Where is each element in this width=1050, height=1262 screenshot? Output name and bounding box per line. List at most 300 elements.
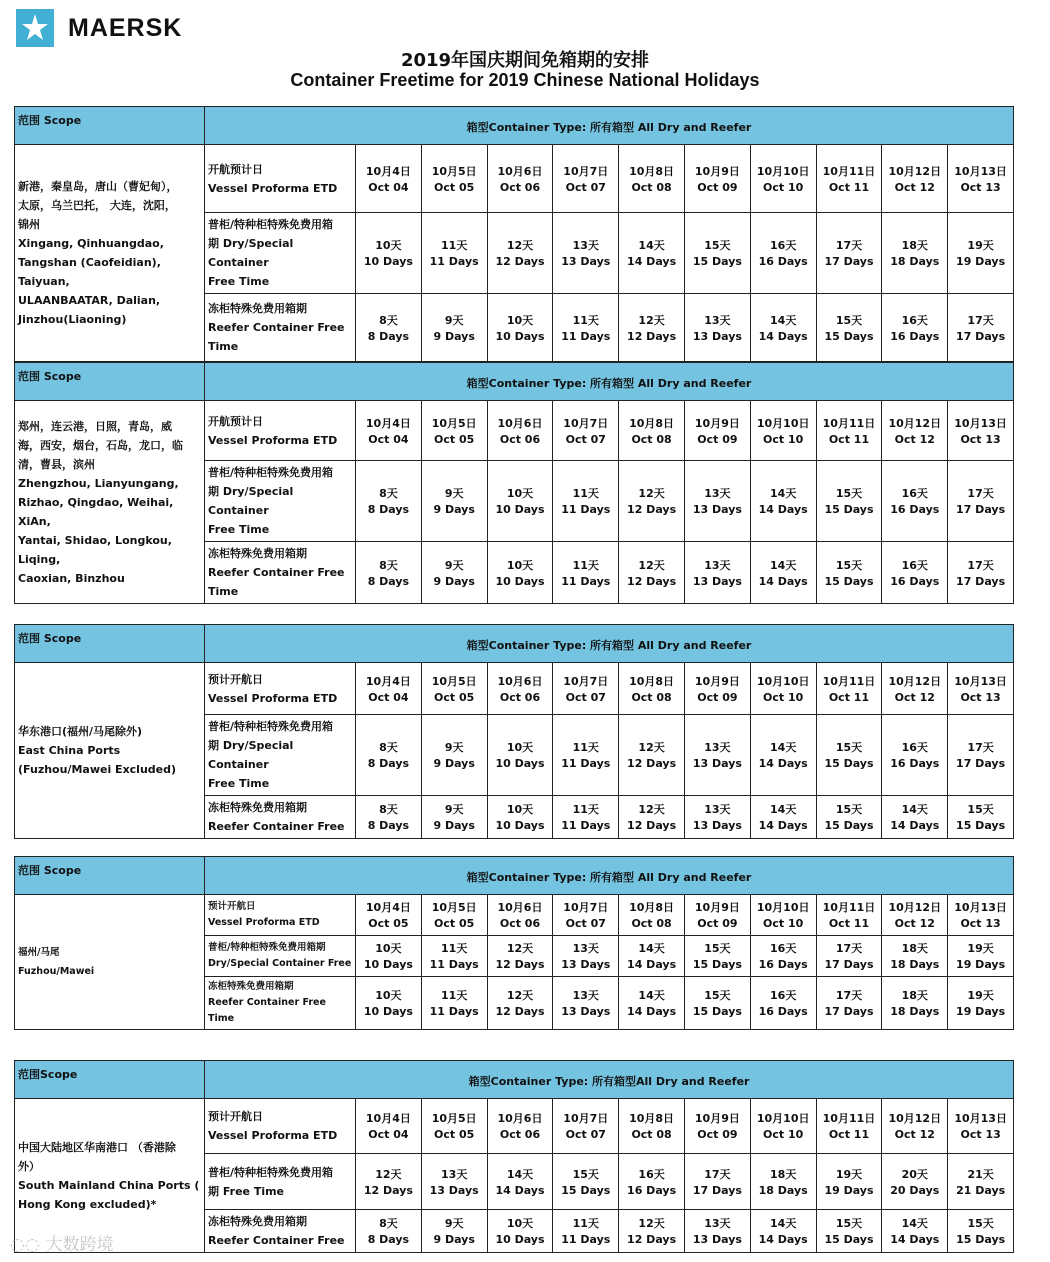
value-cell xyxy=(750,542,816,604)
value-en: 17 Days xyxy=(956,574,1006,588)
value-cell xyxy=(684,213,750,294)
value-en: 13 Days xyxy=(561,255,611,268)
value-cell xyxy=(948,401,1014,461)
value-zh: 16天 xyxy=(770,942,797,955)
value-zh: 10月11日 xyxy=(822,164,876,178)
value-zh: 10月7日 xyxy=(563,1112,609,1125)
value-cell xyxy=(421,542,487,604)
value-en: 21 Days xyxy=(956,1183,1006,1197)
value-zh: 10月13日 xyxy=(954,674,1007,688)
value-cell xyxy=(356,715,422,796)
value-en: 14 Days xyxy=(758,329,808,343)
value-en: 16 Days xyxy=(627,1183,677,1197)
row-label-line: Reefer Container Free xyxy=(208,566,345,579)
value-en: 11 Days xyxy=(561,1233,611,1246)
value-zh: 10月9日 xyxy=(694,164,740,178)
value-cell xyxy=(750,895,816,936)
value-en: 17 Days xyxy=(824,1005,874,1018)
value-zh: 15天 xyxy=(835,803,863,816)
value-cell xyxy=(356,796,422,839)
value-en: 15 Days xyxy=(824,757,874,770)
value-zh: 10天 xyxy=(375,989,402,1002)
value-zh: 12天 xyxy=(638,803,665,816)
row-label-line: 预计开航日 xyxy=(208,672,263,686)
value-en: 19 Days xyxy=(824,1183,874,1197)
value-zh: 17天 xyxy=(704,1167,731,1181)
value-en: Oct 10 xyxy=(763,180,804,194)
row-label xyxy=(205,145,356,213)
row-label-line: Dry/Special Container Free xyxy=(208,958,352,969)
value-en: 13 Days xyxy=(692,574,742,588)
value-zh: 16天 xyxy=(901,313,928,327)
value-cell xyxy=(421,1154,487,1210)
value-zh: 10月10日 xyxy=(756,901,810,914)
scope-ports xyxy=(15,663,205,839)
value-en: 14 Days xyxy=(890,819,940,832)
value-en: Oct 04 xyxy=(368,1128,409,1141)
value-cell xyxy=(882,936,948,977)
container-type-header: 箱型Container Type: 所有箱型 All Dry and Reefer xyxy=(205,107,1014,145)
value-cell xyxy=(750,145,816,213)
value-zh: 10天 xyxy=(506,803,534,816)
row-label xyxy=(205,977,356,1030)
value-en: Oct 12 xyxy=(894,690,935,704)
value-zh: 10月6日 xyxy=(497,674,543,688)
value-cell xyxy=(553,461,619,542)
scope-line: 华东港口(福州/马尾除外) xyxy=(18,725,143,738)
value-en: Oct 11 xyxy=(828,180,870,194)
value-zh: 10月7日 xyxy=(563,674,609,688)
scope-line: 锦州 xyxy=(18,218,40,231)
value-zh: 10月6日 xyxy=(497,1112,543,1125)
value-zh: 19天 xyxy=(967,989,994,1002)
value-en: 18 Days xyxy=(890,255,940,268)
value-en: Oct 09 xyxy=(697,917,738,930)
value-en: Oct 12 xyxy=(894,1128,935,1141)
value-zh: 15天 xyxy=(835,313,863,327)
value-zh: 13天 xyxy=(704,1217,731,1230)
row-label-line: 冻柜特殊免费用箱期 xyxy=(208,547,307,560)
table-row xyxy=(15,401,1014,461)
value-cell xyxy=(356,1154,422,1210)
value-en: 16 Days xyxy=(890,574,940,588)
value-zh: 10月5日 xyxy=(431,416,477,430)
freetime-table xyxy=(14,856,1014,1030)
value-zh: 12天 xyxy=(638,558,665,572)
value-en: 10 Days xyxy=(363,255,413,268)
value-cell xyxy=(619,715,685,796)
row-label-line: 期 Dry/Special Container xyxy=(208,237,294,269)
value-zh: 14天 xyxy=(770,558,797,572)
value-zh: 11天 xyxy=(572,313,599,327)
value-en: Oct 08 xyxy=(631,690,672,704)
value-zh: 10月13日 xyxy=(954,164,1007,178)
value-en: 12 Days xyxy=(627,503,677,516)
value-en: Oct 06 xyxy=(499,1128,541,1141)
value-zh: 11天 xyxy=(441,942,468,955)
value-en: 8 Days xyxy=(367,757,410,770)
value-zh: 10天 xyxy=(506,1217,534,1230)
value-zh: 15天 xyxy=(835,1217,863,1230)
value-en: 12 Days xyxy=(495,958,545,971)
value-cell xyxy=(553,294,619,362)
value-cell xyxy=(487,1210,553,1253)
value-zh: 14天 xyxy=(770,803,797,816)
value-cell xyxy=(421,936,487,977)
value-en: 10 Days xyxy=(495,503,545,516)
scope-line: East China Ports xyxy=(18,744,121,757)
value-cell xyxy=(553,1210,619,1253)
value-zh: 10月13日 xyxy=(954,416,1007,430)
value-zh: 10天 xyxy=(375,239,402,252)
value-zh: 13天 xyxy=(704,741,731,754)
value-en: Oct 10 xyxy=(763,917,804,930)
value-cell xyxy=(948,294,1014,362)
value-zh: 18天 xyxy=(901,239,928,252)
value-cell xyxy=(816,294,882,362)
value-cell xyxy=(487,796,553,839)
value-zh: 14天 xyxy=(638,239,665,252)
value-en: 8 Days xyxy=(367,329,410,343)
value-zh: 10月7日 xyxy=(563,164,609,178)
row-label xyxy=(205,936,356,977)
row-label xyxy=(205,461,356,542)
value-cell xyxy=(816,936,882,977)
value-zh: 12天 xyxy=(638,313,665,327)
row-label-line: Vessel Proforma ETD xyxy=(208,917,320,928)
freetime-table xyxy=(14,624,1014,839)
value-cell xyxy=(619,401,685,461)
value-en: 15 Days xyxy=(956,819,1006,832)
value-cell xyxy=(553,145,619,213)
value-en: Oct 04 xyxy=(368,690,409,704)
value-zh: 12天 xyxy=(506,942,534,955)
freetime-table xyxy=(14,1060,1014,1253)
value-zh: 11天 xyxy=(572,741,599,754)
value-zh: 10月6日 xyxy=(497,416,543,430)
row-label-line: 普柜/特种柜特殊免费用箱 xyxy=(208,720,334,733)
scope-line: 海，西安，烟台，石岛，龙口，临 xyxy=(18,438,183,452)
value-zh: 16天 xyxy=(901,741,928,754)
value-cell xyxy=(750,796,816,839)
value-zh: 15天 xyxy=(704,942,731,955)
value-en: 17 Days xyxy=(956,757,1006,770)
value-zh: 17天 xyxy=(967,741,994,754)
container-type-header: 箱型Container Type: 所有箱型 All Dry and Reefer xyxy=(205,363,1014,401)
maersk-star-logo-icon xyxy=(16,9,54,47)
row-label-line: Reefer Container Free xyxy=(208,1234,345,1247)
value-zh: 10月4日 xyxy=(365,416,411,430)
value-zh: 10月12日 xyxy=(888,901,942,914)
value-en: 16 Days xyxy=(890,329,940,343)
row-label-line: Vessel Proforma ETD xyxy=(208,691,338,705)
value-zh: 10月9日 xyxy=(694,416,740,430)
value-zh: 12天 xyxy=(638,487,665,500)
row-label-line: 冻柜特殊免费用箱期 xyxy=(208,302,307,315)
row-label xyxy=(205,663,356,715)
value-en: Oct 07 xyxy=(565,690,606,704)
value-en: 10 Days xyxy=(363,1005,413,1018)
value-zh: 13天 xyxy=(441,1167,468,1181)
value-zh: 11天 xyxy=(441,989,468,1002)
value-cell xyxy=(684,895,750,936)
value-cell xyxy=(553,936,619,977)
value-cell xyxy=(882,1210,948,1253)
value-en: 18 Days xyxy=(890,958,940,971)
value-cell xyxy=(553,1099,619,1154)
value-en: Oct 07 xyxy=(565,1128,606,1141)
value-cell xyxy=(882,145,948,213)
value-en: 15 Days xyxy=(824,329,874,343)
value-cell xyxy=(487,294,553,362)
value-en: Oct 12 xyxy=(894,180,935,194)
value-zh: 10月8日 xyxy=(629,416,675,430)
value-cell xyxy=(750,1099,816,1154)
row-label-line: 期 Dry/Special Container xyxy=(208,485,294,517)
value-en: 9 Days xyxy=(433,574,475,588)
value-en: Oct 07 xyxy=(565,180,606,194)
value-zh: 13天 xyxy=(704,558,731,572)
value-cell xyxy=(882,715,948,796)
value-cell xyxy=(816,461,882,542)
row-label-line: 预计开航日 xyxy=(208,901,256,912)
value-cell xyxy=(553,796,619,839)
value-zh: 15天 xyxy=(704,239,731,252)
value-en: 18 Days xyxy=(758,1183,808,1197)
value-cell xyxy=(816,401,882,461)
brand-header xyxy=(16,8,182,48)
value-cell xyxy=(816,145,882,213)
value-cell xyxy=(684,796,750,839)
value-zh: 13天 xyxy=(572,989,599,1002)
value-cell xyxy=(882,213,948,294)
value-en: 9 Days xyxy=(433,757,475,770)
value-cell xyxy=(553,213,619,294)
value-cell xyxy=(487,461,553,542)
value-en: 19 Days xyxy=(956,255,1006,268)
value-en: 16 Days xyxy=(758,1005,808,1018)
value-cell xyxy=(553,542,619,604)
value-en: 9 Days xyxy=(433,503,475,516)
value-en: 19 Days xyxy=(956,958,1006,971)
value-en: 10 Days xyxy=(495,329,545,343)
value-zh: 10月4日 xyxy=(365,1112,411,1125)
value-cell xyxy=(421,213,487,294)
value-en: 10 Days xyxy=(363,958,413,971)
value-en: 16 Days xyxy=(890,503,940,516)
value-en: 16 Days xyxy=(890,757,940,770)
row-label xyxy=(205,542,356,604)
value-zh: 12天 xyxy=(506,239,534,252)
value-zh: 10月13日 xyxy=(954,1112,1007,1125)
row-label-line: Free Time xyxy=(208,523,270,536)
value-en: Oct 08 xyxy=(631,917,672,930)
value-en: 9 Days xyxy=(433,1233,475,1246)
value-zh: 10月4日 xyxy=(365,901,411,914)
value-zh: 17天 xyxy=(967,487,994,500)
value-zh: 10月9日 xyxy=(694,901,740,914)
scope-line: South Mainland China Ports ( xyxy=(18,1178,200,1192)
value-zh: 10天 xyxy=(506,558,534,572)
value-zh: 14天 xyxy=(901,803,928,816)
value-cell xyxy=(356,461,422,542)
value-cell xyxy=(421,715,487,796)
value-cell xyxy=(948,145,1014,213)
value-cell xyxy=(619,977,685,1030)
brand-name: MAERSK xyxy=(68,13,183,42)
value-zh: 9天 xyxy=(444,803,464,816)
row-label-line: Vessel Proforma ETD xyxy=(208,181,338,195)
value-zh: 10天 xyxy=(375,942,402,955)
value-en: 14 Days xyxy=(758,1233,808,1246)
value-en: 17 Days xyxy=(824,958,874,971)
value-zh: 10天 xyxy=(506,741,534,754)
value-en: 8 Days xyxy=(367,819,410,832)
scope-line: 太原，乌兰巴托， 大连，沈阳， xyxy=(18,199,176,212)
value-zh: 10月10日 xyxy=(756,674,810,688)
value-cell xyxy=(750,663,816,715)
value-cell xyxy=(948,715,1014,796)
value-en: Oct 11 xyxy=(828,432,870,446)
scope-ports xyxy=(15,895,205,1030)
value-en: 12 Days xyxy=(627,574,677,588)
value-zh: 14天 xyxy=(770,313,797,327)
scope-ports xyxy=(15,401,205,604)
value-en: Oct 13 xyxy=(960,432,1001,446)
value-cell xyxy=(487,977,553,1030)
value-cell xyxy=(948,936,1014,977)
value-zh: 11天 xyxy=(572,1217,599,1230)
container-type-header: 箱型Container Type: 所有箱型 All Dry and Reefer xyxy=(205,857,1014,895)
value-cell xyxy=(750,401,816,461)
value-cell xyxy=(882,895,948,936)
value-en: 13 Days xyxy=(692,329,742,343)
value-en: 8 Days xyxy=(367,574,410,588)
value-zh: 13天 xyxy=(704,313,731,327)
value-zh: 17天 xyxy=(835,989,863,1002)
value-cell xyxy=(421,895,487,936)
value-cell xyxy=(487,1099,553,1154)
value-cell xyxy=(356,663,422,715)
value-cell xyxy=(684,936,750,977)
value-en: 13 Days xyxy=(692,757,742,770)
value-en: 15 Days xyxy=(692,1005,742,1018)
value-en: Oct 08 xyxy=(631,432,672,446)
value-en: 15 Days xyxy=(956,1233,1006,1246)
value-zh: 15天 xyxy=(835,558,863,572)
value-en: 12 Days xyxy=(495,1005,545,1018)
value-cell xyxy=(356,895,422,936)
value-en: 14 Days xyxy=(758,574,808,588)
row-label-line: 预计开航日 xyxy=(208,1110,263,1123)
scope-line: Fuzhou/Mawei xyxy=(18,966,95,977)
value-zh: 12天 xyxy=(506,989,534,1002)
value-cell xyxy=(619,663,685,715)
value-zh: 12天 xyxy=(638,1217,665,1230)
value-zh: 14天 xyxy=(506,1167,534,1181)
value-en: 16 Days xyxy=(758,958,808,971)
value-zh: 10月12日 xyxy=(888,164,942,178)
value-en: Oct 05 xyxy=(434,917,475,930)
value-zh: 10天 xyxy=(506,487,534,500)
value-en: Oct 12 xyxy=(894,432,935,446)
value-cell xyxy=(487,542,553,604)
value-en: 10 Days xyxy=(495,819,545,832)
value-cell xyxy=(619,895,685,936)
value-zh: 14天 xyxy=(638,989,665,1002)
table-row xyxy=(15,1099,1014,1154)
value-cell xyxy=(684,1099,750,1154)
value-cell xyxy=(553,663,619,715)
value-en: 10 Days xyxy=(495,757,545,770)
value-cell xyxy=(421,294,487,362)
value-cell xyxy=(421,461,487,542)
value-en: 11 Days xyxy=(561,574,611,588)
scope-line: Caoxian, Binzhou xyxy=(18,571,125,585)
value-cell xyxy=(487,663,553,715)
value-zh: 10月11日 xyxy=(822,901,876,914)
value-en: 13 Days xyxy=(561,1005,611,1018)
value-zh: 20天 xyxy=(901,1167,928,1181)
table-row xyxy=(15,663,1014,715)
value-zh: 8天 xyxy=(379,1217,398,1230)
value-en: 11 Days xyxy=(429,958,479,971)
value-zh: 10月11日 xyxy=(822,1112,876,1125)
value-en: 11 Days xyxy=(561,329,611,343)
scope-header: 范围 Scope xyxy=(15,857,205,895)
value-en: 14 Days xyxy=(890,1233,940,1246)
value-cell xyxy=(619,1210,685,1253)
row-label xyxy=(205,213,356,294)
value-en: 12 Days xyxy=(627,1233,677,1246)
value-cell xyxy=(487,401,553,461)
row-label-line: 普柜/特种柜特殊免费用箱 xyxy=(208,1165,334,1179)
value-zh: 17天 xyxy=(835,942,863,955)
value-zh: 14天 xyxy=(770,1217,797,1230)
value-cell xyxy=(750,715,816,796)
title-chinese: 2019年国庆期间免箱期的安排 xyxy=(400,50,650,71)
value-en: 18 Days xyxy=(890,1005,940,1018)
scope-line: 外） xyxy=(18,1159,40,1173)
row-label-line: Time xyxy=(208,585,239,598)
value-en: 11 Days xyxy=(561,503,611,516)
row-label-line: Vessel Proforma ETD xyxy=(208,1129,338,1142)
value-en: 9 Days xyxy=(433,819,475,832)
value-cell xyxy=(750,461,816,542)
value-zh: 13天 xyxy=(704,487,731,500)
value-en: Oct 05 xyxy=(434,1128,475,1141)
value-cell xyxy=(750,1154,816,1210)
value-en: Oct 09 xyxy=(697,180,738,194)
value-zh: 16天 xyxy=(638,1167,665,1181)
value-zh: 10月7日 xyxy=(563,901,609,914)
value-cell xyxy=(421,145,487,213)
value-cell xyxy=(882,1154,948,1210)
value-zh: 10月12日 xyxy=(888,416,942,430)
value-en: 17 Days xyxy=(956,503,1006,516)
value-cell xyxy=(948,796,1014,839)
value-cell xyxy=(948,542,1014,604)
value-cell xyxy=(948,213,1014,294)
value-en: 17 Days xyxy=(692,1183,742,1197)
value-en: Oct 04 xyxy=(368,432,409,446)
value-zh: 8天 xyxy=(379,558,398,572)
value-en: Oct 04 xyxy=(368,180,409,194)
value-en: 11 Days xyxy=(561,757,611,770)
value-zh: 14天 xyxy=(901,1217,928,1230)
row-label-line: Free Time xyxy=(208,777,270,790)
value-zh: 9天 xyxy=(444,313,464,327)
